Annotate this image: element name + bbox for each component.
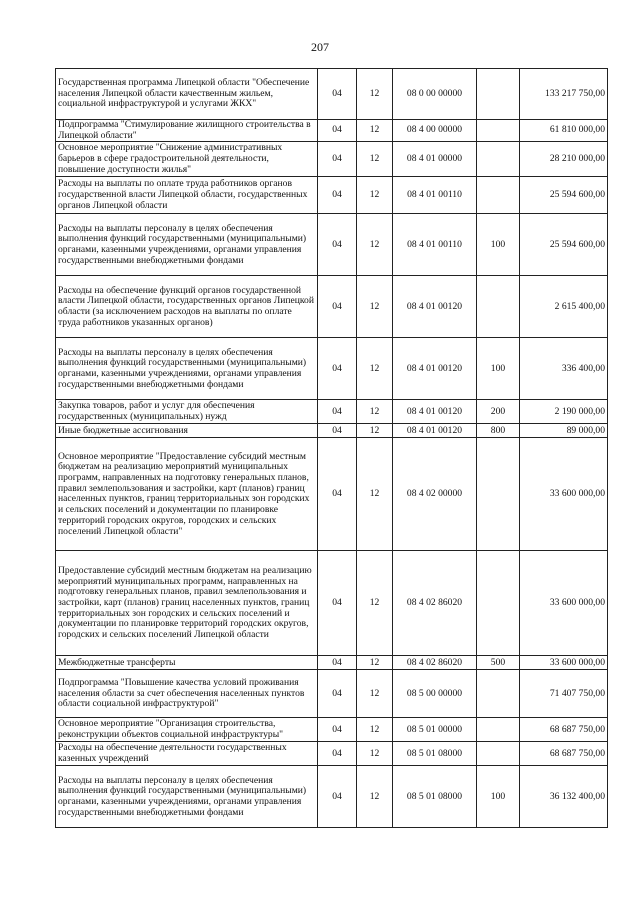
row-target-code: 08 4 01 00120 [393,400,477,424]
row-section: 04 [318,424,357,438]
row-amount: 68 687 750,00 [520,718,608,742]
table-row [56,742,608,766]
row-subsection: 12 [357,424,393,438]
table-row [56,177,608,214]
row-subsection: 12 [357,338,393,400]
row-name: Расходы на выплаты персоналу в целях обеспечения выполнения функций государственными (муниципальными) органами, казенными учреждениями, органами управления государственными внебюджетными фондами [56,766,318,828]
table-row [56,142,608,177]
row-target-code: 08 4 01 00000 [393,142,477,177]
page-number: 207 [311,40,329,54]
row-expense-type: 800 [477,424,520,438]
budget-table [55,68,608,828]
table-row [56,276,608,338]
row-amount: 68 687 750,00 [520,742,608,766]
row-name: Расходы на выплаты персоналу в целях обеспечения выполнения функций государственными (муниципальными) органами, казенными учреждениями, органами управления государственными внебюджетными фондами [56,214,318,276]
row-name: Предоставление субсидий местным бюджетам на реализацию мероприятий муниципальных программ, направленных на подготовку генеральных планов, правил землепользования и застройки, карт (планов) границ населенных пунктов, границ территориальных зон городских и сельских поселений и документации по планировке территорий городских округов, городских и сельских поселений Липецкой области [56,551,318,656]
row-expense-type [477,276,520,338]
row-name: Расходы на обеспечение деятельности государственных казенных учреждений [56,742,318,766]
row-subsection: 12 [357,69,393,120]
row-section: 04 [318,276,357,338]
row-name: Основное мероприятие "Снижение административных барьеров в сфере градостроительной деятельности, повышение доступности жилья" [56,142,318,177]
table-row [56,120,608,142]
row-subsection: 12 [357,551,393,656]
row-subsection: 12 [357,670,393,718]
row-expense-type: 100 [477,766,520,828]
row-expense-type: 100 [477,214,520,276]
row-expense-type [477,551,520,656]
row-section: 04 [318,742,357,766]
row-target-code: 08 4 01 00120 [393,338,477,400]
row-name: Иные бюджетные ассигнования [56,424,318,438]
row-name: Государственная программа Липецкой области "Обеспечение населения Липецкой области качественным жильем, социальной инфраструктурой и услугами ЖКХ" [56,69,318,120]
row-subsection: 12 [357,438,393,551]
row-amount: 61 810 000,00 [520,120,608,142]
row-section: 04 [318,400,357,424]
row-target-code: 08 5 01 08000 [393,742,477,766]
row-section: 04 [318,656,357,670]
row-target-code: 08 4 00 00000 [393,120,477,142]
table-row [56,656,608,670]
row-section: 04 [318,142,357,177]
row-expense-type [477,120,520,142]
row-expense-type [477,177,520,214]
row-name: Расходы на выплаты персоналу в целях обеспечения выполнения функций государственными (муниципальными) органами, казенными учреждениями, органами управления государственными внебюджетными фондами [56,338,318,400]
row-subsection: 12 [357,400,393,424]
row-target-code: 08 5 00 00000 [393,670,477,718]
row-section: 04 [318,120,357,142]
row-amount: 71 407 750,00 [520,670,608,718]
row-target-code: 08 4 02 00000 [393,438,477,551]
row-target-code: 08 4 01 00110 [393,177,477,214]
row-section: 04 [318,214,357,276]
row-expense-type: 100 [477,338,520,400]
row-expense-type [477,742,520,766]
row-name: Основное мероприятие "Организация строительства, реконструкции объектов социальной инфраструктуры" [56,718,318,742]
row-subsection: 12 [357,214,393,276]
row-amount: 2 615 400,00 [520,276,608,338]
table-row [56,69,608,120]
budget-table-body [56,69,608,828]
row-subsection: 12 [357,276,393,338]
row-expense-type [477,670,520,718]
row-amount: 36 132 400,00 [520,766,608,828]
table-row [56,424,608,438]
row-subsection: 12 [357,742,393,766]
row-amount: 28 210 000,00 [520,142,608,177]
row-target-code: 08 4 01 00120 [393,276,477,338]
row-amount: 33 600 000,00 [520,438,608,551]
row-section: 04 [318,718,357,742]
table-row [56,400,608,424]
row-section: 04 [318,69,357,120]
row-amount: 25 594 600,00 [520,177,608,214]
row-name: Расходы на выплаты по оплате труда работников органов государственной власти Липецкой области, государственных органов Липецкой области [56,177,318,214]
table-row [56,551,608,656]
row-expense-type: 200 [477,400,520,424]
row-subsection: 12 [357,177,393,214]
row-amount: 133 217 750,00 [520,69,608,120]
row-amount: 33 600 000,00 [520,551,608,656]
row-name: Подпрограмма "Стимулирование жилищного строительства в Липецкой области" [56,120,318,142]
row-subsection: 12 [357,766,393,828]
row-expense-type: 500 [477,656,520,670]
row-name: Подпрограмма "Повышение качества условий проживания населения области за счет обеспечения населенных пунктов области социальной инфраструктурой" [56,670,318,718]
row-section: 04 [318,438,357,551]
row-section: 04 [318,551,357,656]
row-amount: 33 600 000,00 [520,656,608,670]
row-target-code: 08 0 00 00000 [393,69,477,120]
row-section: 04 [318,338,357,400]
row-target-code: 08 5 01 08000 [393,766,477,828]
row-target-code: 08 4 02 86020 [393,656,477,670]
table-row [56,214,608,276]
row-amount: 2 190 000,00 [520,400,608,424]
row-name: Закупка товаров, работ и услуг для обеспечения государственных (муниципальных) нужд [56,400,318,424]
row-expense-type [477,69,520,120]
row-amount: 25 594 600,00 [520,214,608,276]
row-target-code: 08 4 02 86020 [393,551,477,656]
table-row [56,338,608,400]
table-row [56,766,608,828]
row-subsection: 12 [357,142,393,177]
table-row [56,718,608,742]
row-name: Расходы на обеспечение функций органов государственной власти Липецкой области, государственных органов Липецкой области (за исключением расходов на выплаты по оплате труда работников указанных органов) [56,276,318,338]
row-expense-type [477,718,520,742]
row-amount: 89 000,00 [520,424,608,438]
row-amount: 336 400,00 [520,338,608,400]
row-expense-type [477,142,520,177]
row-name: Основное мероприятие "Предоставление субсидий местным бюджетам на реализацию мероприятий муниципальных программ, направленных на подготовку генеральных планов, правил землепользования и застройки, карт (планов) границ населенных пунктов, границ территориальных зон городских и сельских поселений и документации по планировке территорий городских округов, городских и сельских поселений Липецкой области" [56,438,318,551]
row-target-code: 08 5 01 00000 [393,718,477,742]
row-subsection: 12 [357,718,393,742]
row-section: 04 [318,766,357,828]
row-subsection: 12 [357,656,393,670]
table-row [56,670,608,718]
row-subsection: 12 [357,120,393,142]
row-expense-type [477,438,520,551]
row-target-code: 08 4 01 00110 [393,214,477,276]
table-row [56,438,608,551]
row-target-code: 08 4 01 00120 [393,424,477,438]
row-name: Межбюджетные трансферты [56,656,318,670]
row-section: 04 [318,177,357,214]
row-section: 04 [318,670,357,718]
